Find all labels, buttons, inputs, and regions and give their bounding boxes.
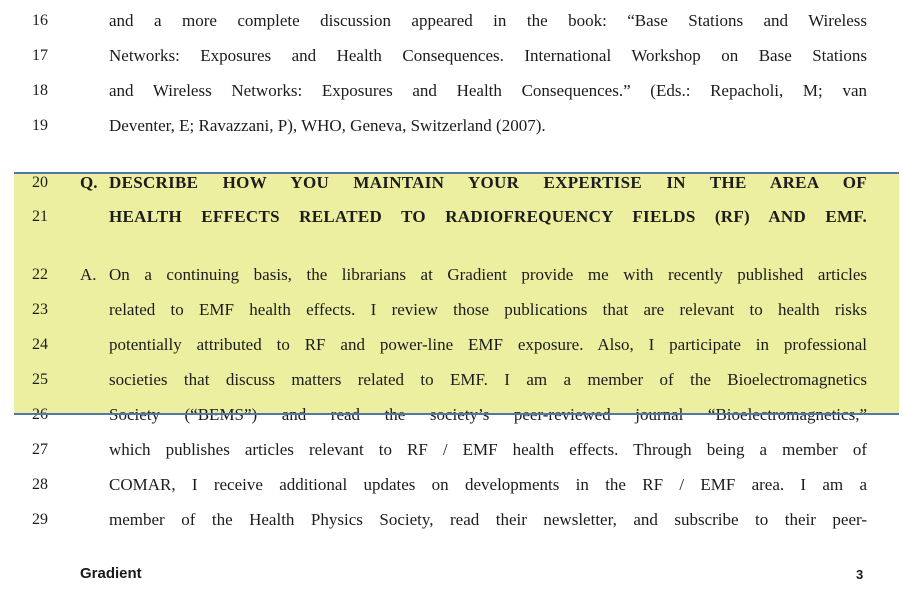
line-22 (0, 263, 903, 287)
answer-text: member of the Health Physics Society, read their newsletter, and subscribe to their peer- (109, 510, 867, 529)
line-number: 27 (32, 441, 48, 458)
page-number: 3 (856, 567, 864, 582)
question-marker: Q. (80, 173, 98, 192)
line-number: 20 (32, 174, 48, 191)
line-number: 24 (32, 336, 48, 353)
answer-text: related to EMF health effects. I review those publications that are relevant to health risks (109, 300, 867, 319)
answer-text: potentially attributed to RF and power-line EMF exposure. Also, I participate in professional (109, 335, 867, 354)
line-number: 18 (32, 82, 48, 99)
line-text: Networks: Exposures and Health Consequences. International Workshop on Base Stations (109, 46, 867, 65)
line-number: 29 (32, 511, 48, 528)
line-text: Deventer, E; Ravazzani, P), WHO, Geneva, Switzerland (2007). (109, 116, 546, 135)
highlight-bottom-border (14, 413, 899, 415)
line-19 (0, 114, 903, 138)
line-text: and Wireless Networks: Exposures and Health Consequences.” (Eds.: Repacholi, M; van (109, 81, 867, 100)
line-number: 22 (32, 266, 48, 283)
line-29 (0, 508, 903, 532)
answer-text: COMAR, I receive additional updates on developments in the RF / EMF area. I am a (109, 475, 867, 494)
line-text: and a more complete discussion appeared in the book: “Base Stations and Wireless (109, 11, 867, 30)
line-23 (0, 298, 903, 322)
answer-text: which publishes articles relevant to RF / EMF health effects. Through being a member of (109, 440, 867, 459)
line-18 (0, 79, 903, 103)
line-27 (0, 438, 903, 462)
line-17 (0, 44, 903, 68)
answer-marker: A. (80, 265, 97, 284)
line-16 (0, 9, 903, 33)
answer-text: societies that discuss matters related to EMF. I am a member of the Bioelectromagnetics (109, 370, 867, 389)
line-number: 21 (32, 208, 48, 225)
answer-text (109, 403, 867, 427)
footer-company: Gradient (80, 565, 142, 582)
line-number: 28 (32, 476, 48, 493)
line-number (24, 403, 56, 427)
line-28 (0, 473, 903, 497)
line-26 (0, 403, 903, 427)
answer-text: On a continuing basis, the librarians at Gradient provide me with recently published articles (109, 265, 867, 284)
question-text: DESCRIBE HOW YOU MAINTAIN YOUR EXPERTISE IN THE AREA OF (109, 173, 867, 192)
line-24 (0, 333, 903, 357)
line-20 (0, 171, 903, 195)
line-number: 16 (32, 12, 48, 29)
line-number: 23 (32, 301, 48, 318)
line-number: 25 (32, 371, 48, 388)
question-text: HEALTH EFFECTS RELATED TO RADIOFREQUENCY FIELDS (RF) AND EMF. (109, 207, 867, 226)
line-21 (0, 205, 903, 229)
line-number: 19 (32, 117, 48, 134)
line-number: 17 (32, 47, 48, 64)
line-25 (0, 368, 903, 392)
